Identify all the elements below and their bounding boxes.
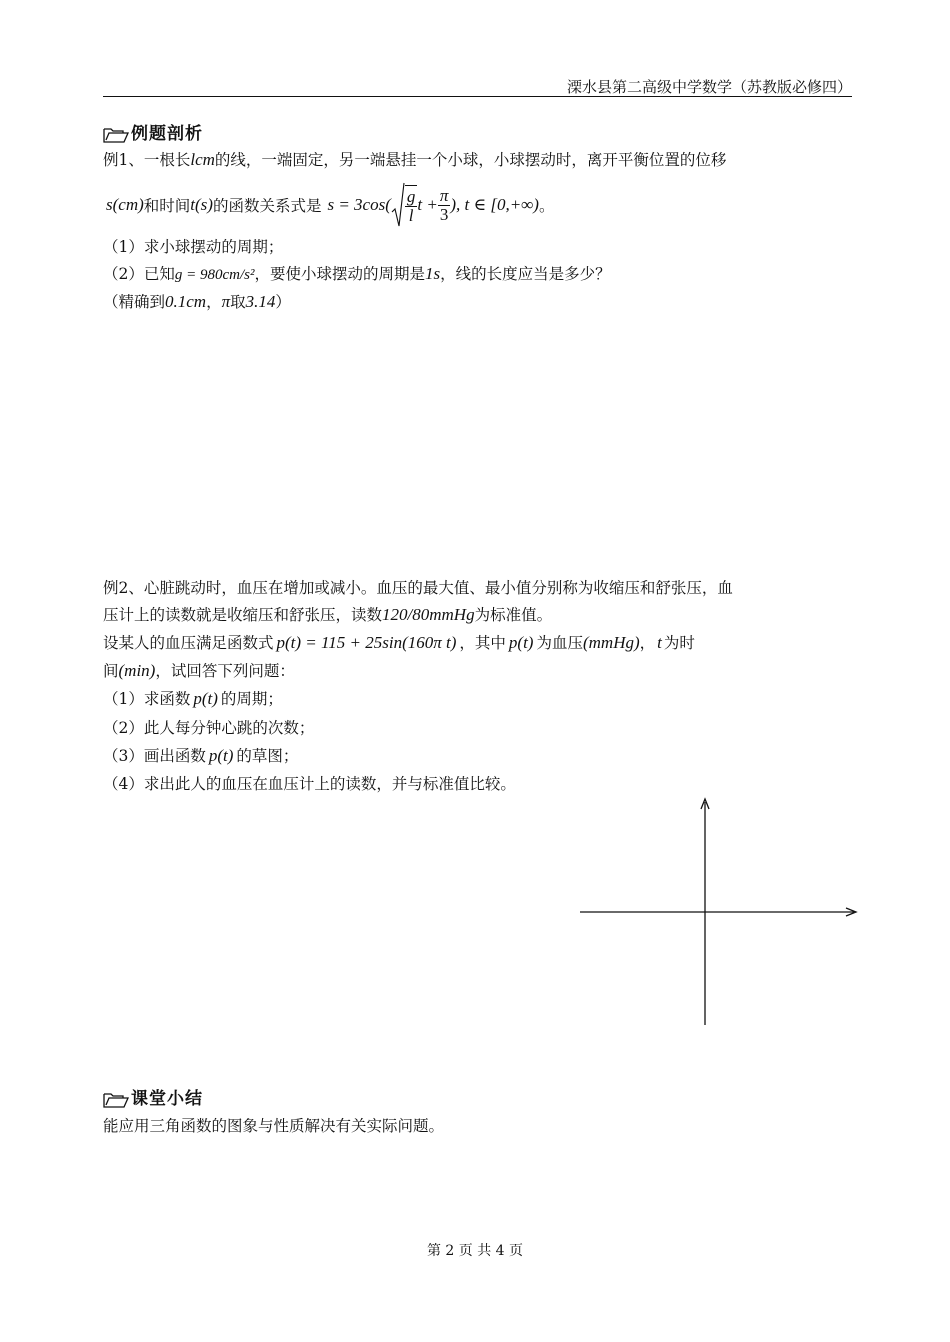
sqrt-numerator: g	[406, 187, 416, 207]
ex2-line1: 例2、心脏跳动时，血压在增加或减小。血压的最大值、最小值分别称为收缩压和舒张压，血	[103, 579, 733, 597]
ex1-text: 和时间	[143, 197, 191, 215]
ex1-var-s: s(cm)	[106, 195, 144, 214]
ex2-text: ，其中	[459, 634, 506, 652]
ex1-text: ）	[275, 293, 291, 311]
formula-part: s = 3cos(	[327, 195, 391, 214]
ex1-line1	[103, 148, 726, 170]
ex2-question-3	[103, 744, 298, 766]
ex2-text: 压计上的读数就是收缩压和舒张压，读数	[103, 606, 383, 624]
ex1-var-t: t(s)	[190, 195, 213, 214]
ex1-text: （精确到	[103, 293, 166, 311]
ex1-line2	[106, 180, 554, 230]
ex2-line4	[103, 659, 295, 681]
header-divider	[103, 96, 852, 97]
formula-part: ), t ∈ [0,+∞)	[450, 195, 539, 214]
pi-denominator: 3	[439, 204, 449, 224]
sqrt-fraction	[391, 182, 418, 228]
ex1-text: ，线的长度应当是多少？	[440, 265, 611, 283]
ex2-text: ，试回答下列问题：	[155, 662, 295, 680]
ex1-precision: 0.1cm	[165, 292, 207, 311]
ex1-period: 1s	[425, 264, 441, 283]
page-number: 第 2 页 共 4 页	[426, 1243, 524, 1259]
ex2-var-p: p(t)	[193, 689, 218, 708]
ex1-text: ，要使小球摆动的周期是	[254, 265, 426, 283]
ex2-text: 的草图；	[236, 747, 299, 765]
ex1-gravity: g = 980cm/s²	[174, 267, 255, 283]
pi-numerator: π	[439, 185, 449, 205]
section-title-examples	[103, 119, 203, 144]
ex1-text: 的线，一端固定，另一端悬挂一个小球，小球摆动时，离开平衡位置的位移	[214, 151, 727, 169]
ex2-question-1	[103, 687, 283, 709]
ex1-text: 例1、一根长	[103, 151, 191, 169]
ex2-time-unit: (min)	[118, 661, 156, 680]
ex1-var-length: lcm	[190, 150, 215, 169]
ex2-text: 间	[103, 662, 119, 680]
ex2-text: ，	[639, 634, 656, 652]
ex1-pi: π	[221, 292, 231, 311]
ex1-pi-value: 3.14	[245, 292, 276, 311]
coordinate-axes	[578, 796, 863, 1030]
ex1-question-1: （1）求小球摆动的周期；	[103, 238, 284, 256]
ex1-precision-note	[103, 290, 291, 312]
ex1-text: （2）已知	[103, 265, 175, 283]
ex2-question-2: （2）此人每分钟心跳的次数；	[103, 719, 315, 737]
section-title-label: 课堂小结	[131, 1089, 203, 1109]
ex1-text: 。	[538, 197, 555, 215]
ex2-text: 为血压	[536, 634, 583, 652]
ex2-var-p: p(t)	[208, 746, 234, 765]
ex2-var-p: p(t)	[508, 633, 534, 652]
ex2-text: 设某人的血压满足函数式	[103, 634, 274, 652]
ex2-formula: p(t) = 115 + 25sin(160π t)	[276, 633, 457, 652]
ex1-text: 取	[230, 293, 246, 311]
ex2-standard-value: 120/80mmHg	[382, 605, 475, 624]
ex1-text: ，	[206, 293, 222, 311]
document-header: 溧水县第二高级中学数学（苏教版必修四）	[566, 78, 852, 96]
folder-icon	[103, 1091, 129, 1109]
ex1-question-2	[103, 262, 611, 284]
section-title-summary	[103, 1084, 203, 1109]
pi-fraction	[438, 187, 451, 224]
summary-text: 能应用三角函数的图象与性质解决有关实际问题。	[103, 1117, 445, 1135]
sqrt-denominator: l	[408, 206, 414, 225]
ex2-text: （1）求函数	[103, 690, 191, 708]
ex2-text: （3）画出函数	[103, 747, 206, 765]
sqrt-sign-icon	[391, 182, 405, 228]
formula-part: t +	[417, 195, 438, 214]
ex2-unit: (mmHg)	[582, 633, 640, 652]
ex2-var-t: t	[657, 633, 662, 652]
ex2-text: 为时	[663, 634, 695, 652]
folder-icon	[103, 126, 129, 144]
ex2-text: 的周期；	[220, 690, 283, 708]
ex2-text: 为标准值。	[474, 606, 553, 624]
section-title-label: 例题剖析	[131, 124, 203, 144]
ex2-line2	[103, 603, 552, 625]
ex2-line3	[103, 631, 695, 653]
ex2-question-4: （4）求出此人的血压在血压计上的读数，并与标准值比较。	[103, 775, 516, 793]
ex1-text: 的函数关系式是	[212, 197, 322, 215]
